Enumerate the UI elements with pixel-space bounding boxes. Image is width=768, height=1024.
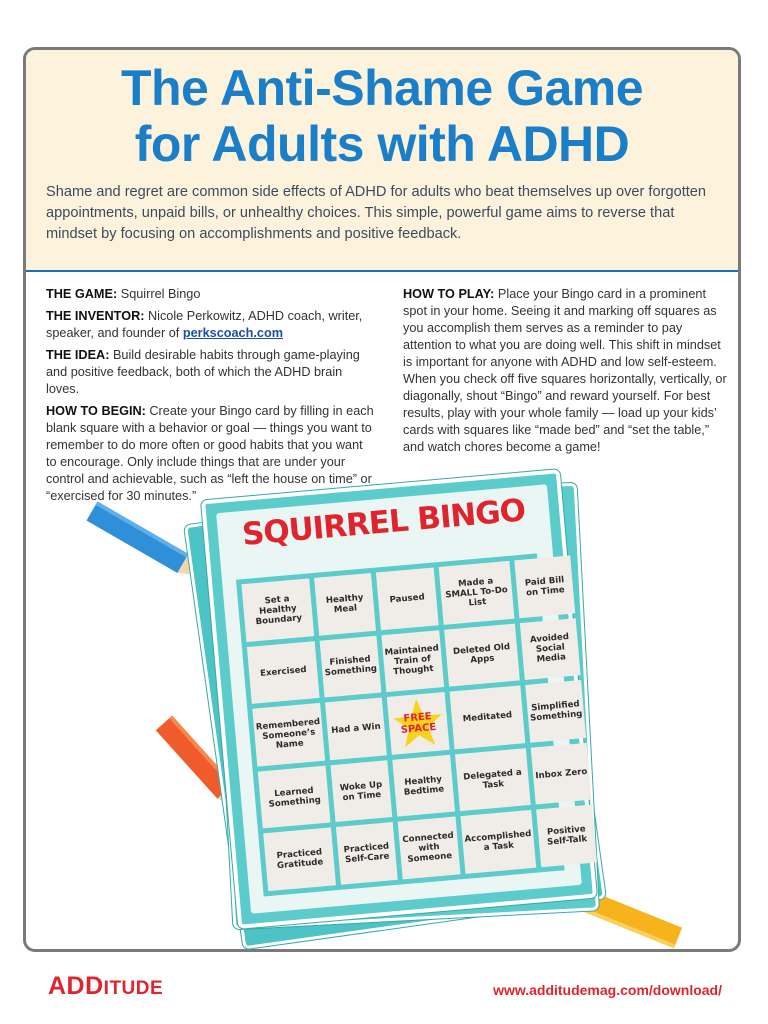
bingo-cell-label: Connected with Someone xyxy=(402,830,455,866)
download-url[interactable]: www.additudemag.com/download/ xyxy=(493,982,722,998)
left-column xyxy=(46,286,376,510)
bingo-cell-label: Avoided Social Media xyxy=(529,632,570,666)
bingo-cell-label: Paused xyxy=(389,592,426,606)
bingo-cell-label: Had a Win xyxy=(330,721,382,736)
bingo-cell[interactable] xyxy=(392,755,455,817)
bingo-cell-label: Healthy Meal xyxy=(325,592,364,616)
right-column xyxy=(403,286,733,461)
bingo-cell-label: Simplified Something xyxy=(529,699,583,724)
bingo-cell[interactable] xyxy=(397,817,460,879)
additude-logo xyxy=(48,972,163,1001)
bingo-cell-label: Made a SMALL To-Do List xyxy=(444,576,509,609)
bingo-cell[interactable] xyxy=(381,630,444,692)
bingo-cell[interactable] xyxy=(325,698,386,760)
inventor-paragraph xyxy=(46,308,376,342)
game-text: Squirrel Bingo xyxy=(117,287,201,301)
bingo-cell-label: Maintained Train of Thought xyxy=(384,643,440,678)
bingo-cell-label: Remembered Someone’s Name xyxy=(255,716,321,751)
bingo-cell[interactable] xyxy=(315,573,376,635)
idea-label: THE IDEA: xyxy=(46,348,110,362)
bingo-cell-label: Accomplished a Task xyxy=(464,829,532,854)
bingo-cell[interactable] xyxy=(514,556,575,618)
bingo-cell-label: Practiced Self-Care xyxy=(343,841,390,866)
bingo-cell-label: Positive Self-Talk xyxy=(546,824,588,848)
bingo-free-space[interactable] xyxy=(387,692,450,754)
bingo-cell-label: Paid Bill on Time xyxy=(524,574,566,599)
begin-label: HOW TO BEGIN: xyxy=(46,404,146,418)
bingo-cell[interactable] xyxy=(439,561,515,625)
idea-paragraph xyxy=(46,347,376,398)
bingo-cell-label: Inbox Zero xyxy=(534,766,588,781)
play-label: HOW TO PLAY: xyxy=(403,287,495,301)
bingo-card-inner xyxy=(216,484,588,913)
logo-itude: ITUDE xyxy=(103,978,164,999)
game-label: THE GAME: xyxy=(46,287,118,301)
hero-banner xyxy=(26,50,738,272)
bingo-cell[interactable] xyxy=(320,635,381,697)
bingo-cell-label: Finished Something xyxy=(324,654,378,679)
bingo-cell-label: Learned Something xyxy=(268,785,322,810)
bingo-cell[interactable] xyxy=(331,760,392,822)
play-paragraph xyxy=(403,286,733,456)
bingo-title: SQUIRREL BINGO xyxy=(240,492,527,553)
title-line-2: for Adults with ADHD xyxy=(134,116,630,172)
bingo-card xyxy=(201,469,597,929)
page-title xyxy=(26,60,738,172)
bingo-cell[interactable] xyxy=(520,618,581,680)
bingo-cell[interactable] xyxy=(376,567,439,629)
bingo-cell-label: Healthy Bedtime xyxy=(403,774,445,798)
perkscoach-link[interactable]: perkscoach.com xyxy=(182,326,283,340)
bingo-cell[interactable] xyxy=(531,743,592,805)
bingo-cell-label: Set a Healthy Boundary xyxy=(255,593,303,627)
title-line-1: The Anti-Shame Game xyxy=(120,60,644,116)
bingo-cell[interactable] xyxy=(336,822,397,884)
inventor-text: Nicole Perkowitz, ADHD coach, writer, speaker, and founder of xyxy=(46,309,363,340)
bingo-cell[interactable] xyxy=(455,748,531,812)
bingo-cell[interactable] xyxy=(263,828,336,891)
bingo-cell[interactable] xyxy=(258,765,331,828)
free-space-label: FREE SPACE xyxy=(400,711,437,736)
idea-text: Build desirable habits through game-playing and positive feedback, both of which the ADHD brain loves. xyxy=(46,348,360,396)
bingo-cell-label: Practiced Gratitude xyxy=(276,847,324,872)
game-paragraph xyxy=(46,286,376,303)
bingo-cell[interactable] xyxy=(247,641,320,704)
bingo-cell[interactable] xyxy=(252,703,325,766)
bingo-cell[interactable] xyxy=(241,578,314,641)
bingo-cell-label: Exercised xyxy=(259,665,308,680)
bingo-cell[interactable] xyxy=(461,810,537,874)
bingo-cell[interactable] xyxy=(450,686,526,750)
bingo-cell-label: Delegated a Task xyxy=(462,767,523,791)
intro-paragraph: Shame and regret are common side effects of ADHD for adults who beat themselves up over forgotten appointments, unpaid bills, or unhealthy choices. This simple, powerful game aims to reverse that mindset by focusing on accomplishments and positive feedback. xyxy=(46,184,707,242)
bingo-cell[interactable] xyxy=(536,805,597,867)
inventor-label: THE INVENTOR: xyxy=(46,309,145,323)
bingo-grid xyxy=(236,553,588,896)
bingo-cell-label: Woke Up on Time xyxy=(339,779,383,803)
bingo-cell-label: Meditated xyxy=(462,710,513,725)
bingo-cell[interactable] xyxy=(444,623,520,687)
begin-text: Create your Bingo card by filling in each blank square with a behavior or goal — things you want to remember to do more often or good habits that you want to encourage. Only include things that are under your control and achievable, such as “left the house on time” or “exercised for 30 minutes.” xyxy=(46,404,374,503)
play-text: Place your Bingo card in a prominent spot in your home. Seeing it and marking off squares as you accomplish them serves as a reminder to pay attention to what you are doing well. This shift in mindset is important for anyone with ADHD and low self-esteem. When you check off five squares horizontally, vertically, or diagonally, shout “Bingo” and reward yourself. For best results, play with your whole family — load up your kids’ cards with squares like “made bed” and “set the table,” and watch chores become a game! xyxy=(403,287,727,454)
logo-add: ADD xyxy=(48,972,104,1000)
bingo-cell[interactable] xyxy=(525,680,586,742)
bingo-cell-label: Deleted Old Apps xyxy=(452,642,511,666)
